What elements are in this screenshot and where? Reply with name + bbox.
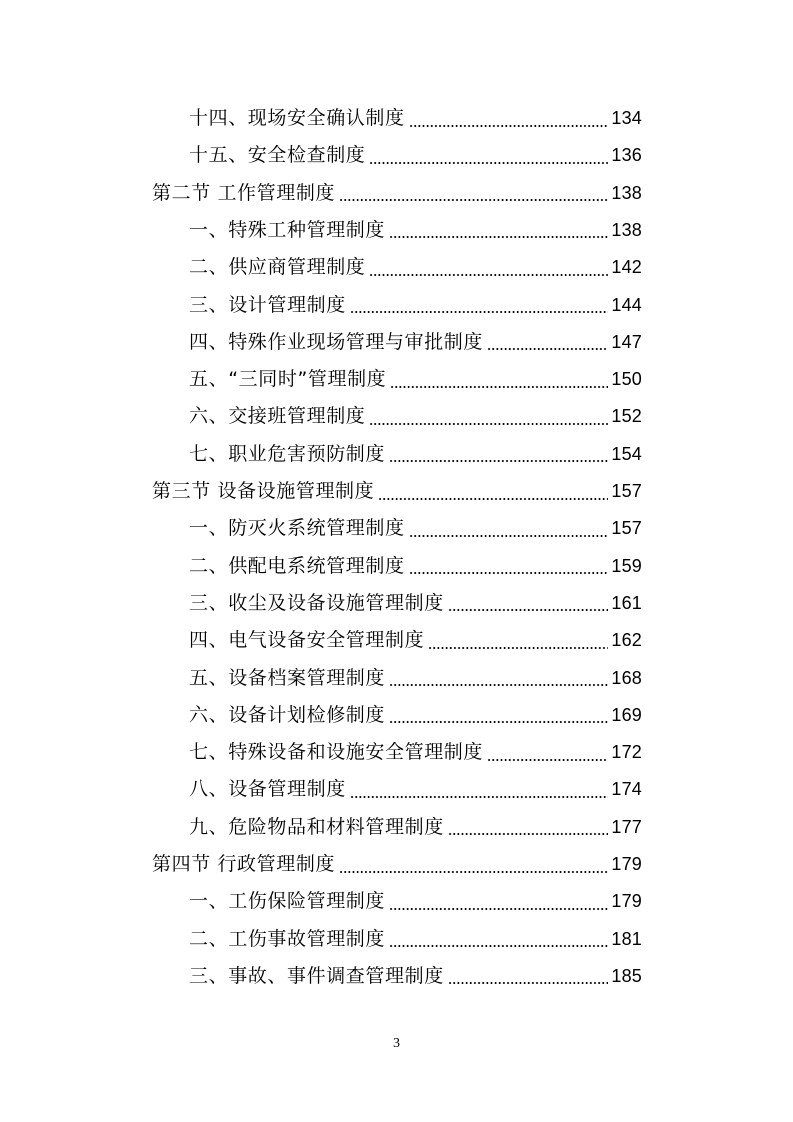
toc-entry-page-number: 159 [611, 555, 642, 576]
toc-dot-leader [339, 871, 608, 873]
toc-dot-leader [448, 609, 609, 611]
toc-dot-leader [369, 423, 608, 425]
toc-entry[interactable] [189, 212, 642, 249]
toc-entry-page-number: 174 [611, 779, 642, 800]
toc-dot-leader [369, 274, 608, 276]
toc-entry-title: 六、设备计划检修制度 [189, 703, 386, 726]
toc-entry[interactable] [189, 771, 642, 808]
toc-entry-title: 第二节 工作管理制度 [152, 181, 336, 204]
toc-entry[interactable] [189, 734, 642, 771]
toc-entry-title: 四、特殊作业现场管理与审批制度 [189, 330, 484, 353]
toc-entry[interactable] [189, 809, 642, 846]
toc-entry[interactable] [189, 660, 642, 697]
toc-dot-leader [389, 721, 608, 723]
toc-entry-page-number: 172 [611, 742, 642, 763]
toc-dot-leader [390, 386, 608, 388]
toc-entry-page-number: 162 [611, 630, 642, 651]
toc-entry-title: 八、设备管理制度 [189, 778, 346, 801]
toc-entry-page-number: 168 [611, 667, 642, 688]
toc-entry-title: 五、设备档案管理制度 [189, 666, 386, 689]
toc-entry-page-number: 150 [611, 369, 642, 390]
toc-entry-page-number: 134 [611, 108, 642, 128]
toc-entry-title: 三、事故、事件调查管理制度 [189, 964, 444, 987]
toc-entry-title: 三、收尘及设备设施管理制度 [189, 591, 444, 614]
toc-entry-page-number: 177 [611, 816, 642, 837]
toc-entry[interactable] [189, 958, 642, 995]
toc-dot-leader [350, 311, 609, 313]
toc-entry-title: 六、交接班管理制度 [189, 405, 366, 428]
toc-dot-leader [378, 498, 608, 500]
toc-dot-leader [389, 945, 608, 947]
toc-dot-leader [409, 125, 609, 127]
toc-entry[interactable] [189, 398, 642, 435]
toc-entry-page-number: 161 [611, 592, 642, 613]
toc-entry[interactable] [189, 287, 642, 324]
toc-entry-title: 十五、安全检查制度 [189, 144, 366, 167]
toc-entry[interactable] [189, 921, 642, 958]
toc-entry[interactable] [189, 324, 642, 361]
toc-entry[interactable] [189, 622, 642, 659]
toc-entry-title: 一、特殊工种管理制度 [189, 218, 386, 241]
toc-entry[interactable] [189, 137, 642, 174]
toc-entry-title: 一、防灭火系统管理制度 [189, 517, 405, 540]
toc-entry-page-number: 144 [611, 294, 642, 315]
toc-entry-title: 二、供应商管理制度 [189, 256, 366, 279]
toc-section-entry[interactable] [152, 175, 642, 212]
toc-entry-title: 七、职业危害预防制度 [189, 442, 386, 465]
toc-entry-page-number: 136 [611, 145, 642, 166]
toc-entry[interactable] [189, 436, 642, 473]
toc-entry-page-number: 179 [611, 891, 642, 912]
toc-dot-leader [428, 647, 608, 649]
toc-entry-page-number: 147 [611, 331, 642, 352]
toc-entry-page-number: 179 [611, 854, 642, 874]
toc-entry-title: 五、“三同时”管理制度 [189, 368, 387, 391]
toc-entry[interactable] [189, 249, 642, 286]
toc-entry-title: 第四节 行政管理制度 [152, 853, 336, 875]
toc-dot-leader [350, 796, 609, 798]
toc-entry-page-number: 185 [611, 965, 642, 986]
toc-dot-leader [389, 684, 608, 686]
toc-entry-page-number: 154 [611, 443, 642, 464]
toc-entry-page-number: 169 [611, 704, 642, 725]
toc-dot-leader [448, 982, 609, 984]
toc-dot-leader [448, 833, 609, 835]
toc-entry[interactable] [189, 361, 642, 398]
toc-dot-leader [487, 759, 608, 761]
toc-dot-leader [369, 162, 608, 164]
toc-entry-title: 一、工伤保险管理制度 [189, 890, 386, 913]
toc-dot-leader [389, 908, 608, 910]
toc-entry-title: 七、特殊设备和设施安全管理制度 [189, 741, 484, 764]
toc-section-entry[interactable] [152, 846, 642, 883]
toc-dot-leader [389, 460, 608, 462]
toc-dot-leader [339, 199, 608, 201]
toc-dot-leader [409, 535, 609, 537]
toc-entry[interactable] [189, 697, 642, 734]
toc-entry-page-number: 142 [611, 257, 642, 278]
toc-entry[interactable] [189, 883, 642, 920]
toc-entry-page-number: 157 [611, 481, 642, 501]
toc-entry-title: 九、危险物品和材料管理制度 [189, 815, 444, 838]
toc-entry-page-number: 152 [611, 406, 642, 427]
toc-entry-page-number: 138 [611, 219, 642, 240]
toc-entry[interactable] [189, 548, 642, 585]
toc-entry-title: 四、电气设备安全管理制度 [189, 629, 425, 652]
toc-entry-page-number: 138 [611, 182, 642, 203]
toc-entry[interactable] [189, 585, 642, 622]
toc-entry-title: 第三节 设备设施管理制度 [152, 480, 375, 502]
toc-entry-title: 二、工伤事故管理制度 [189, 927, 386, 950]
toc-dot-leader [389, 236, 608, 238]
toc-entry[interactable] [189, 100, 642, 137]
toc-entry-page-number: 181 [611, 928, 642, 949]
toc-dot-leader [409, 572, 609, 574]
toc-entry-title: 三、设计管理制度 [189, 293, 346, 316]
toc-entry-title: 十四、现场安全确认制度 [189, 107, 405, 129]
toc-entry-title: 二、供配电系统管理制度 [189, 554, 405, 577]
page-number: 3 [393, 1036, 400, 1051]
toc-section-entry[interactable] [152, 473, 642, 510]
toc-entry-page-number: 157 [611, 518, 642, 539]
toc-entry[interactable] [189, 510, 642, 547]
toc-dot-leader [487, 348, 608, 350]
